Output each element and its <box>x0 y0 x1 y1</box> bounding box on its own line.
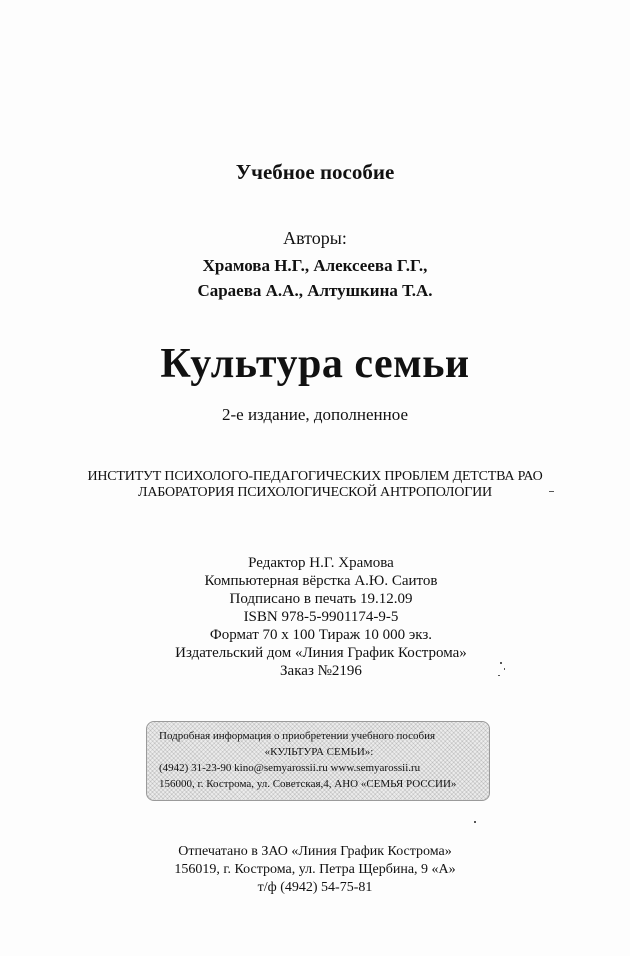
imprint-line: Заказ №2196 <box>280 663 362 679</box>
authors-line: Храмова Н.Г., Алексеева Г.Г., <box>202 256 428 275</box>
institution-line: ЛАБОРАТОРИЯ ПСИХОЛОГИЧЕСКОЙ АНТРОПОЛОГИИ <box>138 485 492 500</box>
authors-label: Авторы: <box>283 228 347 248</box>
info-box-line: «КУЛЬТУРА СЕМЬИ»: <box>264 746 374 758</box>
info-box-content <box>159 728 479 792</box>
info-box <box>146 721 490 801</box>
info-box-contacts: (4942) 31-23-90 kino@semyarossii.ru www.semyarossii.ru <box>159 762 421 774</box>
institution-line: ИНСТИТУТ ПСИХОЛОГО-ПЕДАГОГИЧЕСКИХ ПРОБЛЕМ ДЕТСТВА РАО <box>87 469 543 484</box>
imprint-line: Подписано в печать 19.12.09 <box>229 591 413 607</box>
printer-line: Отпечатано в ЗАО «Линия График Кострома» <box>178 844 452 859</box>
scan-speck <box>549 491 554 492</box>
document-type: Учебное пособие <box>235 160 395 184</box>
scan-speck <box>474 821 476 823</box>
authors-line: Сараева А.А., Алтушкина Т.А. <box>197 281 433 300</box>
info-box-line: Подробная информация о приобретении учебного пособия <box>159 730 436 742</box>
book-title: Культура семьи <box>160 341 470 387</box>
imprint-line: Издательский дом «Линия График Кострома» <box>175 645 467 661</box>
imprint-line: Редактор Н.Г. Храмова <box>248 555 394 571</box>
scan-speck <box>500 662 502 664</box>
imprint-line: ISBN 978-5-9901174-9-5 <box>243 609 399 625</box>
imprint-line: Компьютерная вёрстка А.Ю. Саитов <box>204 573 438 589</box>
imprint-line: Формат 70 х 100 Тираж 10 000 экз. <box>209 627 433 643</box>
edition-note: 2-е издание, дополненное <box>222 405 408 424</box>
printer-line: 156019, г. Кострома, ул. Петра Щербина, 9 «А» <box>174 862 456 877</box>
scan-speck <box>504 668 505 670</box>
info-box-address: 156000, г. Кострома, ул. Советская,4, АНО «СЕМЬЯ РОССИИ» <box>159 778 457 790</box>
printer-line: т/ф (4942) 54-75-81 <box>257 880 373 895</box>
scan-speck <box>498 675 500 676</box>
